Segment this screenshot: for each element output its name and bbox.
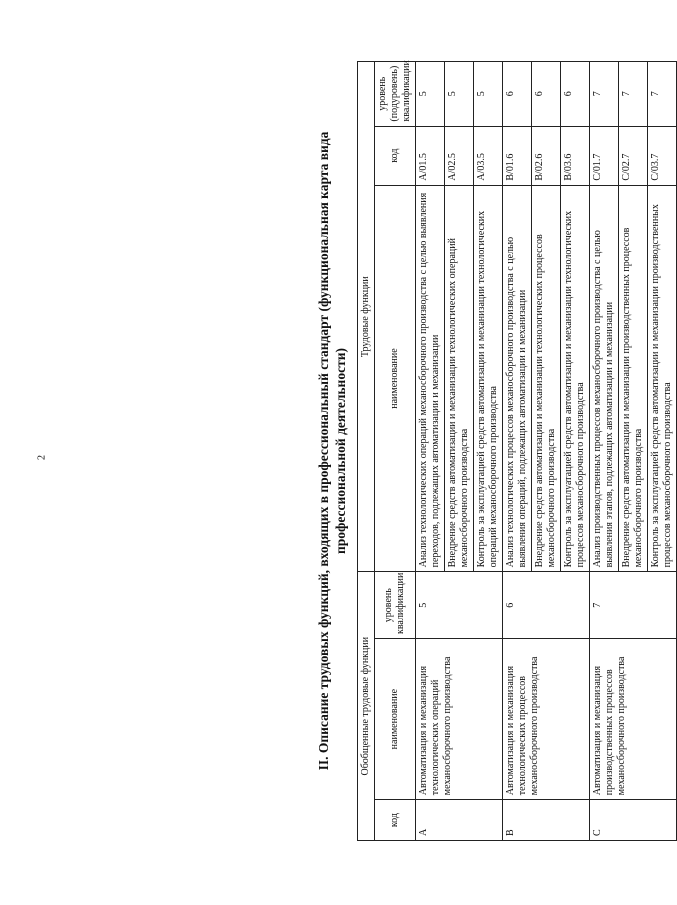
gen-level-header: уровень квалификации bbox=[375, 572, 416, 639]
function-code: A/03.5 bbox=[474, 126, 503, 185]
table-row bbox=[416, 62, 445, 841]
function-level: 5 bbox=[474, 62, 503, 127]
func-name-header: наименование bbox=[375, 185, 416, 572]
gen-name-header: наименование bbox=[375, 639, 416, 800]
group-code: C bbox=[590, 800, 677, 841]
function-level: 6 bbox=[503, 62, 532, 127]
group-name: Автоматизация и механизация технологических операций механосборочного производства bbox=[416, 639, 503, 800]
labor-functions-header: Трудовые функции bbox=[358, 62, 375, 572]
function-name: Контроль за эксплуатацией средств автоматизации и механизации технологических операций механосборочного производства bbox=[474, 185, 503, 572]
group-code: A bbox=[416, 800, 503, 841]
function-code: B/02.6 bbox=[532, 126, 561, 185]
functional-map-table bbox=[357, 61, 677, 841]
function-level: 6 bbox=[532, 62, 561, 127]
func-code-header: код bbox=[375, 126, 416, 185]
function-name: Анализ технологических процессов механосборочного производства с целью выявления операций, подлежащих автоматизации и механизации bbox=[503, 185, 532, 572]
function-name: Внедрение средств автоматизации и механизации производственных процессов механосборочного производства bbox=[619, 185, 648, 572]
table-body bbox=[416, 62, 677, 841]
heading-line-1: II. Описание трудовых функций, входящих в профессиональный стандарт (функциональная карта вида bbox=[316, 131, 331, 771]
function-code: B/03.6 bbox=[561, 126, 590, 185]
table-row bbox=[503, 62, 532, 841]
heading-line-2: профессиональной деятельности) bbox=[333, 348, 348, 554]
function-level: 6 bbox=[561, 62, 590, 127]
function-name: Анализ производственных процессов механосборочного производства с целью выявления этапов, подлежащих автоматизации и механизации bbox=[590, 185, 619, 572]
function-code: C/03.7 bbox=[648, 126, 677, 185]
function-level: 5 bbox=[416, 62, 445, 127]
group-level: 5 bbox=[416, 572, 503, 639]
function-code: B/01.6 bbox=[503, 126, 532, 185]
function-code: C/02.7 bbox=[619, 126, 648, 185]
header-row-1 bbox=[358, 62, 375, 841]
function-level: 7 bbox=[590, 62, 619, 127]
function-level: 7 bbox=[648, 62, 677, 127]
group-name: Автоматизация и механизация производственных процессов механосборочного производства bbox=[590, 639, 677, 800]
func-level-header: уровень (подуровень) квалификации bbox=[375, 62, 416, 127]
gen-code-header: код bbox=[375, 800, 416, 841]
function-code: C/01.7 bbox=[590, 126, 619, 185]
function-name: Контроль за эксплуатацией средств автоматизации и механизации технологических процессов механосборочного производства bbox=[561, 185, 590, 572]
section-heading bbox=[315, 61, 349, 841]
table-row bbox=[590, 62, 619, 841]
group-name: Автоматизация и механизация технологических процессов механосборочного производства bbox=[503, 639, 590, 800]
group-level: 7 bbox=[590, 572, 677, 639]
group-code: B bbox=[503, 800, 590, 841]
function-level: 7 bbox=[619, 62, 648, 127]
page-number: 2 bbox=[36, 455, 48, 460]
function-name: Внедрение средств автоматизации и механизации технологических операций механосборочного производства bbox=[445, 185, 474, 572]
generalized-functions-header: Обобщенные трудовые функции bbox=[358, 572, 375, 841]
function-name: Внедрение средств автоматизации и механизации технологических процессов механосборочного производства bbox=[532, 185, 561, 572]
function-name: Анализ технологических операций механосборочного производства с целью выявления переходов, подлежащих автоматизации и механизации bbox=[416, 185, 445, 572]
group-level: 6 bbox=[503, 572, 590, 639]
function-level: 5 bbox=[445, 62, 474, 127]
function-code: A/02.5 bbox=[445, 126, 474, 185]
function-name: Контроль за эксплуатацией средств автоматизации и механизации производственных процессов механосборочного производства bbox=[648, 185, 677, 572]
rotated-sheet bbox=[315, 61, 677, 841]
header-row-2 bbox=[375, 62, 416, 841]
function-code: A/01.5 bbox=[416, 126, 445, 185]
